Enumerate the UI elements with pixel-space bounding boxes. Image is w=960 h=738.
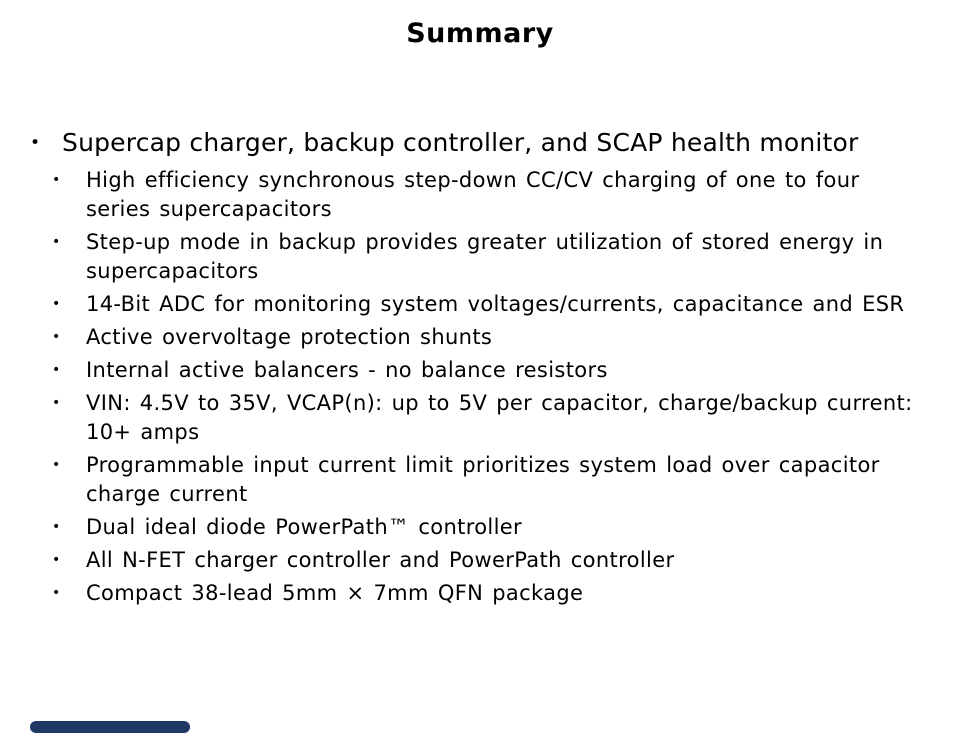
bullet-dot-icon: • (52, 234, 61, 250)
sub-bullet-list (52, 166, 930, 608)
video-progress-bar (30, 721, 190, 733)
bullet-dot-icon: • (30, 133, 41, 153)
bullet-dot-icon: • (52, 329, 61, 345)
bullet-dot-icon: • (52, 296, 61, 312)
sub-bullet-item (52, 228, 930, 286)
bullet-dot-icon: • (52, 395, 61, 411)
sub-bullet-item (52, 356, 930, 385)
bullet-dot-icon: • (52, 519, 61, 535)
sub-bullet-text: Dual ideal diode PowerPath™ controller (86, 515, 523, 539)
sub-bullet-text: Step-up mode in backup provides greater utilization of stored energy in supercapacitors (86, 230, 884, 283)
bullet-dot-icon: • (52, 457, 61, 473)
sub-bullet-item (52, 389, 930, 447)
summary-slide (0, 18, 960, 738)
sub-bullet-item (52, 579, 930, 608)
sub-bullet-item (52, 290, 930, 319)
bullet-dot-icon: • (52, 585, 61, 601)
sub-bullet-text: Active overvoltage protection shunts (86, 325, 493, 349)
sub-bullet-text: VIN: 4.5V to 35V, VCAP(n): up to 5V per capacitor, charge/backup current: 10+ amps (86, 391, 913, 444)
sub-bullet-item (52, 513, 930, 542)
sub-bullet-text: Internal active balancers - no balance resistors (86, 358, 608, 382)
sub-bullet-text: 14-Bit ADC for monitoring system voltages/currents, capacitance and ESR (86, 292, 905, 316)
sub-bullet-text: Programmable input current limit prioritizes system load over capacitor charge current (86, 453, 880, 506)
sub-bullet-item (52, 451, 930, 509)
bullet-dot-icon: • (52, 172, 61, 188)
bullet-dot-icon: • (52, 552, 61, 568)
sub-bullet-text: High efficiency synchronous step-down CC/CV charging of one to four series supercapacitors (86, 168, 860, 221)
sub-bullet-item (52, 323, 930, 352)
main-bullet-text: Supercap charger, backup controller, and SCAP health monitor (62, 128, 859, 157)
main-bullet-item (30, 128, 930, 158)
sub-bullet-text: All N-FET charger controller and PowerPath controller (86, 548, 675, 572)
slide-title: Summary (406, 18, 554, 49)
sub-bullet-text: Compact 38-lead 5mm × 7mm QFN package (86, 581, 584, 605)
sub-bullet-item (52, 546, 930, 575)
sub-bullet-item (52, 166, 930, 224)
bullet-dot-icon: • (52, 362, 61, 378)
